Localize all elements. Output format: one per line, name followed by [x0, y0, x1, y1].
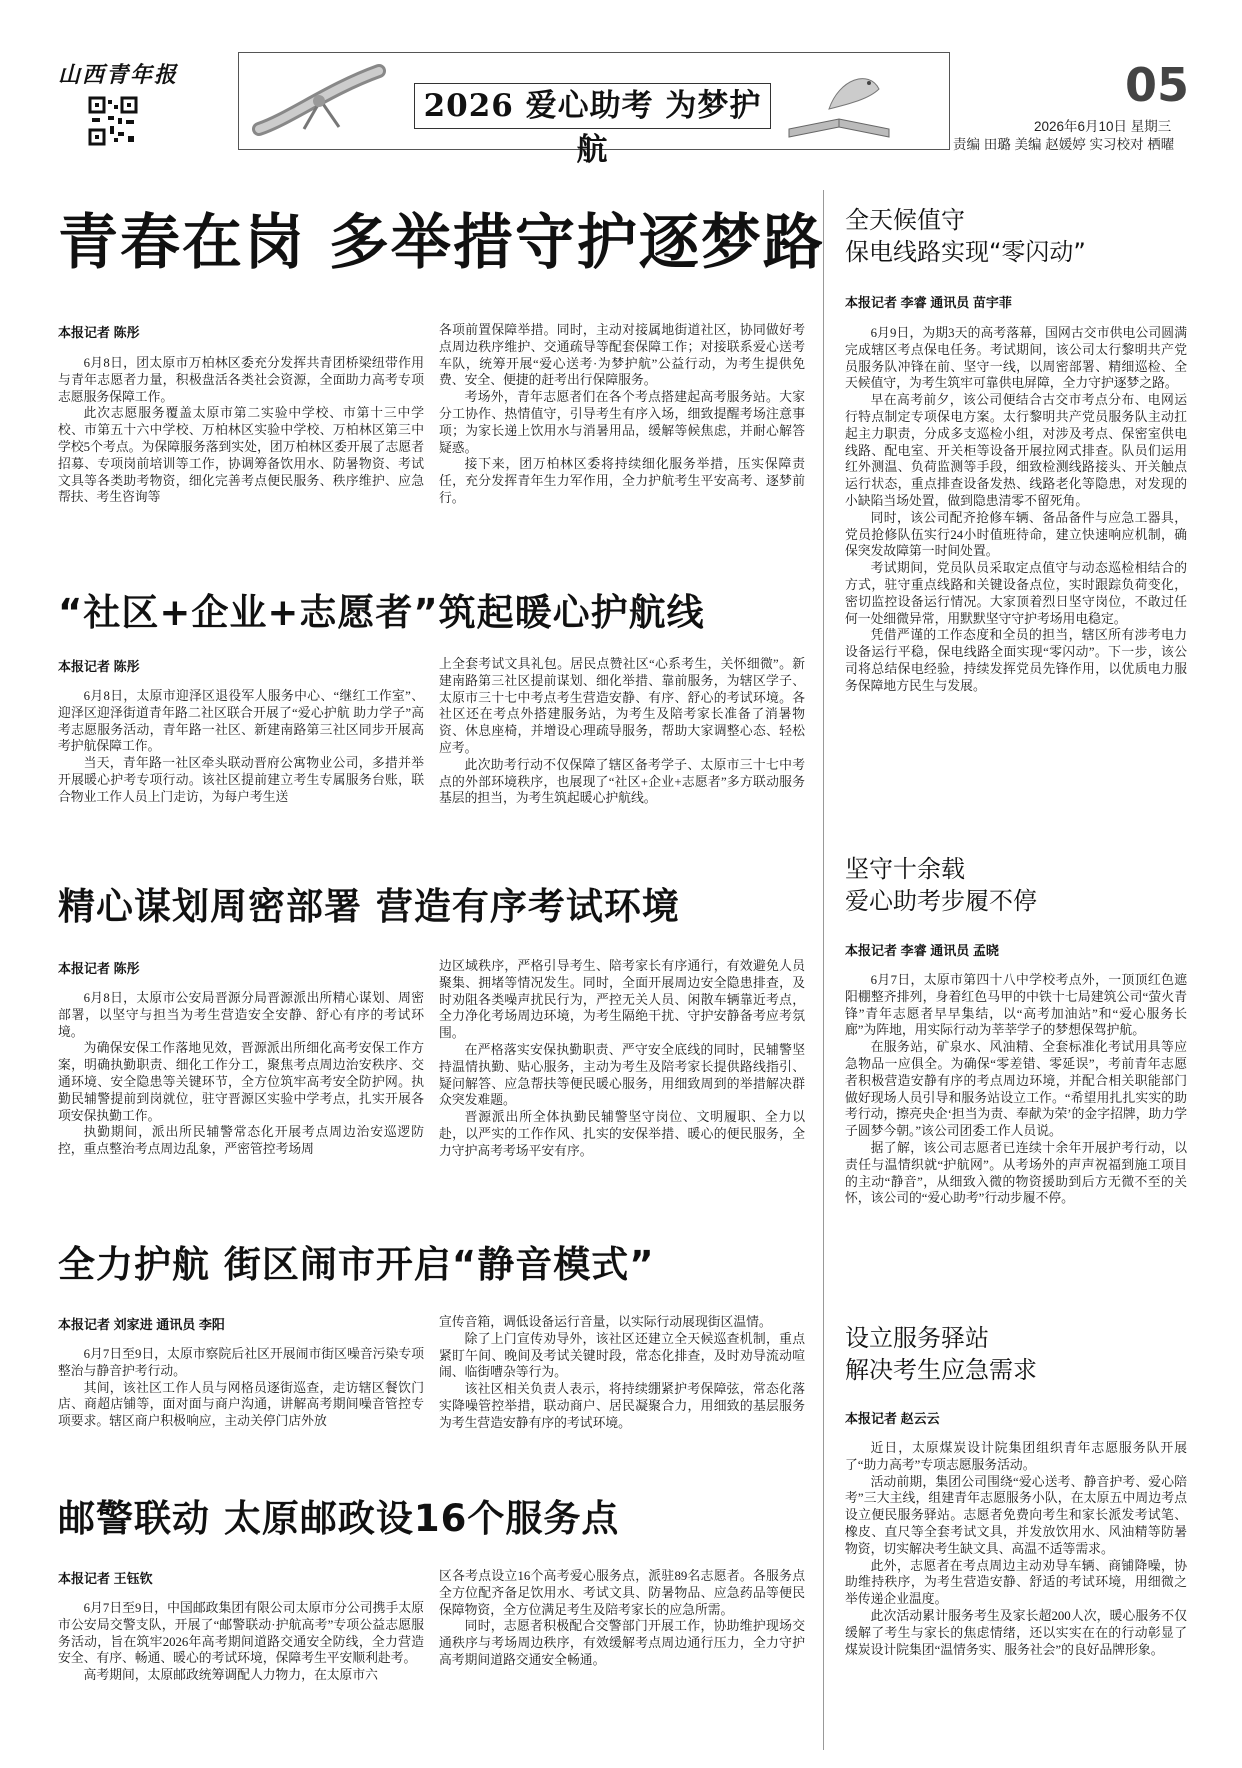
- paragraph: 6月7日，太原市第四十八中学校考点外，一顶顶红色遮阳棚整齐排列，身着红色马甲的中铁十七局建筑公司“萤火青锋”青年志愿者早早集结，以“高考加油站”和“爱心服务长廊”为阵地，用实际行动为莘莘学子的梦想保驾护航。: [845, 973, 1187, 1038]
- paragraph: 此次助考行动不仅保障了辖区备考学子、太原市三十七中考点的外部环境秩序，也展现了“社区+企业+志愿者”多方联动服务基层的担当，为考生筑起暖心护航线。: [439, 757, 805, 806]
- paragraph: 同时，该公司配齐抢修车辆、备品备件与应急工器具，党员抢修队伍实行24小时值班待命，建立快速响应机制，确保突发故障第一时间处置。: [845, 510, 1187, 559]
- paragraph: 接下来，团万柏林区委将持续细化服务举措，压实保障责任，充分发挥青年生力军作用，全力护航考生平安高考、逐梦前行。: [439, 457, 805, 505]
- sidebar-byline: 本报记者 李睿 通讯员 孟晓: [845, 943, 999, 958]
- paragraph: 高考期间，太原邮政统筹调配人力物力，在太原市六: [83, 1668, 378, 1683]
- paragraph: 据了解，该公司志愿者已连续十余年开展护考行动，以责任与温情织就“护航网”。从考场外的声声祝福到施工项目的主动“静音”，从细致入微的物资援助到后方无微不至的关怀，该公司的“爱心助考”行动步履不停。: [845, 1140, 1187, 1206]
- paragraph: 此次活动累计服务考生及家长超200人次，暖心服务不仅缓解了考生与家长的焦虑情绪，还以实实在在的行动彰显了煤炭设计院集团“温情务实、服务社会”的良好品牌形象。: [845, 1608, 1187, 1657]
- paragraph: 其间，该社区工作人员与网格员逐街巡查，走访辖区餐饮门店、商超店铺等，面对面与商户沟通，讲解高考期间噪音管控专项要求。辖区商户积极响应，主动关停门店外放: [58, 1380, 424, 1429]
- paragraph: 凭借严谨的工作态度和全员的担当，辖区所有涉考电力设备运行平稳，保电线路全面实现“零闪动”。下一步，该公司将总结保电经验，持续发挥党员先锋作用，以优质电力服务保障地方民生与发展。: [845, 628, 1187, 693]
- qr-code-icon: [88, 96, 138, 146]
- paragraph: 6月8日，太原市公安局晋源分局晋源派出所精心谋划、周密部署，以坚守与担当为考生营造安全安静、舒心有序的考试环境。: [58, 991, 424, 1039]
- article-headline: 全力护航 街区闹市开启“静音模式”: [58, 1243, 655, 1286]
- paragraph: 在服务站，矿泉水、风油精、全套标准化考试用具等应急物品一应俱全。为确保“零差错、零延误”，考前青年志愿者积极营造安静有序的考点周边环境，并配合相关职能部门做好现场人员引导和服务站设立工作。“希望用扎扎实实的助考行动，擦亮央企‘担当为责、奉献为荣’的金字招牌，助力学子圆梦今朝。”该公司团委工作人员说。: [845, 1040, 1187, 1139]
- paragraph: 活动前期，集团公司围绕“爱心送考、静音护考、爱心陪考”三大主线，组建青年志愿服务小队，在太原五中周边考点设立便民服务驿站。志愿者免费向考生和家长派发考试笔、橡皮、直尺等全套考试文具，并发放饮用水、风油精等防暑物资，切实解决考生缺文具、高温不适等需求。: [845, 1474, 1187, 1556]
- paragraph: 考场外，青年志愿者们在各个考点搭建起高考服务站。大家分工协作、热情值守，引导考生有序入场，细致提醒考场注意事项；为家长递上饮用水与消暑用品，缓解等候焦虑，并耐心解答疑惑。: [439, 390, 805, 455]
- article-column-left: [58, 1600, 424, 1684]
- paragraph: 执勤期间，派出所民辅警常态化开展考点周边治安巡逻防控，重点整治考点周边乱象，严密管控考场周: [58, 1125, 424, 1157]
- sidebar-column: [845, 1440, 1187, 1658]
- page-number: 05: [1125, 58, 1190, 112]
- paragraph: 此次志愿服务覆盖太原市第二实验中学校、市第十三中学校、市第五十六中学校、万柏林区实验中学校、万柏林区第三中学校5个考点。为保障服务落到实处，团万柏林区委开展了志愿者招募、专项岗前培训等工作，协调筹备饮用水、防暑物资、考试文具等各类助考物资，细化完善考点便民服务、秩序维护、应急帮扶、考生咨询等: [58, 406, 424, 505]
- article-column-left: [58, 688, 424, 806]
- article-byline: 本报记者 陈彤: [58, 659, 140, 674]
- paragraph: 6月8日，太原市迎泽区退役军人服务中心、“继红工作室”、迎泽区迎泽街道青年路二社区联合开展了“爱心护航 助力学子”高考志愿服务活动，青年路一社区、新建南路第三社区同步开展高考护航保障工作。: [58, 689, 424, 754]
- article-byline: 本报记者 刘家进 通讯员 李阳: [58, 1317, 225, 1332]
- article-column-left: [58, 1346, 424, 1430]
- sidebar-headline: 设立服务驿站 解决考生应急需求: [845, 1324, 1037, 1384]
- article-column-right: [439, 322, 805, 507]
- article-headline: 青春在岗 多举措守护逐梦路: [58, 208, 825, 278]
- article-byline: 本报记者 王钰钦: [58, 1571, 153, 1586]
- article-column-right: [439, 656, 805, 807]
- paragraph: 为确保安保工作落地见效，晋源派出所细化高考安保工作方案，明确执勤职责、细化工作分工，聚焦考点周边治安秩序、交通环境、安全隐患等关键环节，全方位筑牢高考安全防护网。执勤民辅警提前到岗就位，驻守晋源区实验中学考点，扎实开展各项安保执勤工作。: [58, 1041, 424, 1123]
- paragraph: 上全套考试文具礼包。居民点赞社区“心系考生，关怀细微”。新建南路第三社区提前谋划、细化举措、靠前服务，为辖区学子、太原市三十七中考点考生营造安静、有序、舒心的考试环境。各社区还在考点外搭建服务站，为考生及陪考家长准备了消暑物资、休息座椅，并增设心理疏导服务，帮助大家调整心态、轻松应考。: [439, 657, 805, 755]
- paragraph: 当天，青年路一社区牵头联动晋府公寓物业公司，多措并举开展暖心护考专项行动。该社区提前建立考生专属服务台账，联合物业工作人员上门走访，为每户考生送: [58, 756, 424, 804]
- paragraph: 区各考点设立16个高考爱心服务点，派驻89名志愿者。各服务点全方位配齐备足饮用水、考试文具、防暑物品、应急药品等便民保障物资，全方位满足考生及陪考家长的应急所需。: [439, 1569, 805, 1617]
- paragraph: 除了上门宣传劝导外，该社区还建立全天候巡查机制，重点紧盯午间、晚间及考试关键时段，常态化排查，及时劝导流动喧闹、临街嘈杂等行为。: [439, 1331, 805, 1380]
- article-column-left: [58, 355, 424, 506]
- diploma-scroll-icon: [249, 59, 399, 143]
- sidebar-column: [845, 325, 1187, 695]
- paragraph: 宣传音箱，调低设备运行音量，以实际行动展现街区温情。: [439, 1315, 772, 1329]
- paragraph: 6月9日，为期3天的高考落幕，国网古交市供电公司圆满完成辖区考点保电任务。考试期间，该公司太行黎明共产党员服务队冲锋在前、坚守一线，以周密部署、精细巡检、全天候值守，为考生筑牢可靠供电屏障，全力守护逐梦之路。: [845, 326, 1187, 391]
- paragraph: 此外，志愿者在考点周边主动劝导车辆、商铺降噪，协助维持秩序，为考生营造安静、舒适的考试环境，用细微之举传递企业温度。: [845, 1558, 1187, 1607]
- issue-date: 2026年6月10日 星期三: [1034, 119, 1172, 134]
- paragraph: 同时，志愿者积极配合交警部门开展工作，协助维护现场交通秩序与考场周边秩序，有效缓解考点周边通行压力，全力守护高考期间道路交通安全畅通。: [439, 1619, 805, 1667]
- article-column-right: [439, 958, 805, 1160]
- paragraph: 该社区相关负责人表示，将持续绷紧护考保障弦，常态化落实降噪管控举措，联动商户、居民凝聚合力，用细致的基层服务为考生营造安静有序的考试环境。: [439, 1382, 805, 1430]
- section-banner: [238, 52, 950, 168]
- column-divider: [823, 190, 824, 1750]
- masthead: [58, 52, 198, 147]
- paragraph: 6月7日至9日，中国邮政集团有限公司太原市分公司携手太原市公安局交警支队，开展了“邮警联动·护航高考”专项公益志愿服务活动，旨在筑牢2026年高考期间道路交通安全防线，全力营造安全、有序、畅通、暖心的考试环境，保障考生平安顺利赴考。: [58, 1601, 424, 1666]
- sidebar-headline: 坚守十余载 爱心助考步履不停: [845, 855, 1037, 915]
- article-column-right: [439, 1314, 805, 1432]
- paragraph: 6月7日至9日，太原市察院后社区开展闹市街区噪音污染专项整治与静音护考行动。: [58, 1347, 424, 1378]
- banner-title: 2026 爱心助考 为梦护航: [414, 83, 771, 129]
- article-headline: 精心谋划周密部署 营造有序考试环境: [58, 885, 680, 928]
- paragraph: 考试期间，党员队员采取定点值守与动态巡检相结合的方式，驻守重点线路和关键设备点位，实时跟踪负荷变化，密切监控设备运行情况。大家顶着烈日坚守岗位，不敢过任何一处细微异常，用默默坚守守护考场用电稳定。: [845, 561, 1187, 626]
- paragraph: 在严格落实安保执勤职责、严守安全底线的同时，民辅警坚持温情执勤、贴心服务，主动为考生及陪考家长提供路线指引、疑问解答、应急帮扶等便民暖心服务，用细致周到的举措解决群众突发难题。: [439, 1042, 805, 1108]
- paragraph: 早在高考前夕，该公司便结合古交市考点分布、电网运行特点制定专项保电方案。太行黎明共产党员服务队主动扛起主力职责，分成多支巡检小组，对涉及考点、保密室供电线路、配电室、开关柜等设备开展拉网式排查。队员们运用红外测温、负荷监测等手段，细致检测线路接头、开关触点运行状态，重点排查设备发热、线路老化等隐患，对发现的小缺陷当场处置，做到隐患清零不留死角。: [845, 393, 1187, 508]
- editor-credits: 责编 田璐 美编 赵媛婷 实习校对 栖曜: [953, 137, 1175, 152]
- sidebar-headline: 全天候值守 保电线路实现“零闪动”: [845, 206, 1086, 266]
- paragraph: 近日，太原煤炭设计院集团组织青年志愿服务队开展了“助力高考”专项志愿服务活动。: [845, 1441, 1187, 1472]
- sidebar-byline: 本报记者 赵云云: [845, 1411, 940, 1426]
- article-byline: 本报记者 陈彤: [58, 961, 140, 976]
- article-headline: 邮警联动 太原邮政设16个服务点: [58, 1497, 620, 1540]
- article-byline: 本报记者 陈彤: [58, 325, 140, 340]
- paragraph: 晋源派出所全体执勤民辅警坚守岗位、文明履职、全力以赴，以严实的工作作风、扎实的安保举措、暖心的便民服务，全力守护高考考场平安有序。: [439, 1110, 805, 1158]
- article-headline: “社区+企业+志愿者”筑起暖心护航线: [58, 591, 705, 634]
- article-column-right: [439, 1568, 805, 1669]
- paragraph: 6月8日，团太原市万柏林区委充分发挥共青团桥梁纽带作用与青年志愿者力量，积极盘活各类社会资源，全面助力高考专项志愿服务保障工作。: [58, 356, 424, 404]
- article-column-left: [58, 990, 424, 1158]
- book-fish-icon: [769, 59, 909, 143]
- sidebar-column: [845, 972, 1187, 1207]
- paragraph: 各项前置保障举措。同时，主动对接属地街道社区，协同做好考点周边秩序维护、交通疏导等配套保障工作；对接联系爱心送考车队，统筹开展“爱心送考·为梦护航”公益行动，为考生提供免费、安全、便捷的赶考出行保障服务。: [439, 323, 805, 388]
- sidebar-byline: 本报记者 李睿 通讯员 苗宇菲: [845, 295, 1012, 310]
- paragraph: 边区域秩序，严格引导考生、陪考家长有序通行，有效避免人员聚集、拥堵等情况发生。同时，全面开展周边安全隐患排查，及时劝阻各类噪声扰民行为，严控无关人员、闲散车辆靠近考点，全力净化考场周边环境，为考生隔绝干扰、守护安静备考应考氛围。: [439, 959, 805, 1041]
- newspaper-logo: 山西青年报: [58, 62, 179, 88]
